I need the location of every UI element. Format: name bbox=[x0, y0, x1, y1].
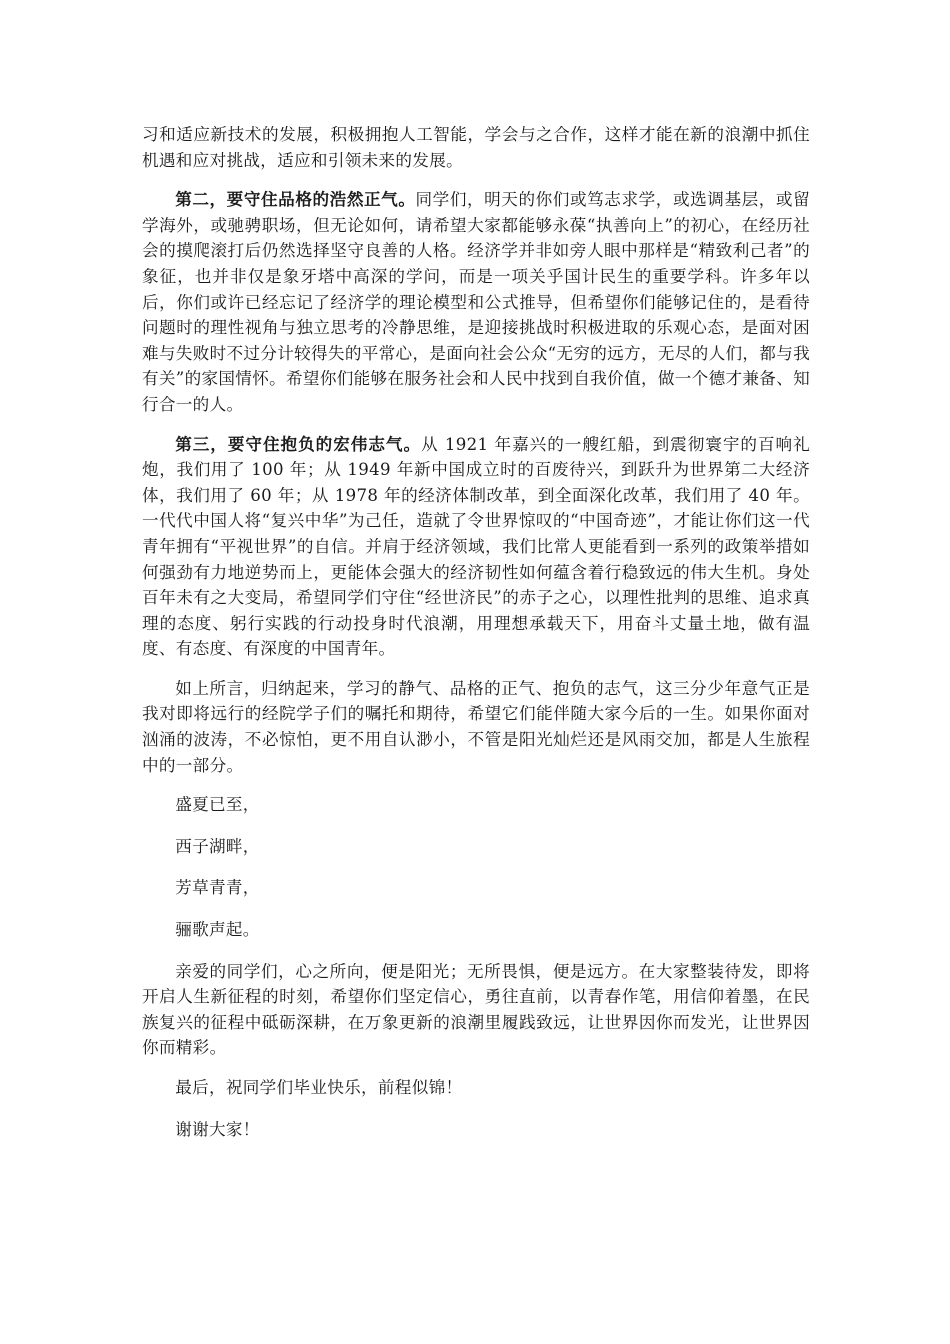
paragraph-text: 西子湖畔， bbox=[175, 836, 260, 856]
paragraph-thanks bbox=[142, 1117, 810, 1143]
paragraph-text: 亲爱的同学们，心之所向，便是阳光；无所畏惧，便是远方。在大家整装待发，即将开启人生新征程的时刻，希望你们坚定信心，勇往直前，以青春作笔，用信仰着墨，在民族复兴的征程中砥砺深耕，在万象更新的浪潮里履践致远，让世界因你而发光，让世界因你而精彩。 bbox=[142, 961, 810, 1058]
paragraph-text: 谢谢大家！ bbox=[175, 1119, 260, 1139]
paragraph-text: 最后，祝同学们毕业快乐，前程似锦！ bbox=[175, 1078, 463, 1097]
paragraph-closing bbox=[142, 959, 810, 1061]
paragraph-text: 如上所言，归纳起来，学习的静气、品格的正气、抱负的志气，这三分少年意气正是我对即将远行的经院学子们的嘱托和期待，希望它们能伴随大家今后的一生。如果你面对汹涌的波涛，不必惊怕，更不用自认渺小，不管是阳光灿烂还是风雨交加，都是人生旅程中的一部分。 bbox=[142, 678, 810, 775]
paragraph-text: 骊歌声起。 bbox=[175, 920, 260, 940]
document-page bbox=[142, 122, 810, 1158]
paragraph-text: 同学们，明天的你们或笃志求学，或选调基层，或留学海外，或驰骋职场，但无论如何，请希望大家都能够永葆“执善向上”的初心，在经历社会的摸爬滚打后仍然选择坚守良善的人格。经济学并非如旁人眼中那样是“精致利己者”的象征，也并非仅是象牙塔中高深的学问，而是一项关乎国计民生的重要学科。许多年以后，你们或许已经忘记了经济学的理论模型和公式推导，但希望你们能够记住的，是看待问题时的理性视角与独立思考的冷静思维，是迎接挑战时积极进取的乐观心态，是面对困难与失败时不过分计较得失的平常心，是面向社会公众“无穷的远方，无尽的人们，都与我有关”的家国情怀。希望你们能够在服务社会和人民中找到自我价值，做一个德才兼备、知行合一的人。 bbox=[142, 190, 810, 414]
paragraph-text: 从 1921 年嘉兴的一艘红船，到震彻寰宇的百响礼炮，我们用了 100 年；从 1949 年新中国成立时的百废待兴，到跃升为世界第二大经济体，我们用了 60 年；从 1978 年的经济体制改革，到全面深化改革，我们用了 40 年。一代代中国人将“复兴中华”为己任，造就了令世界惊叹的“中国奇迹”，才能让你们这一代青年拥有“平视世界”的自信。并肩于经济领域，我们比常人更能看到一系列的政策举措如何强劲有力地逆势而上，更能体会强大的经济韧性如何蕴含着行稳致远的伟大生机。身处百年未有之大变局，希望同学们守住“经世济民”的赤子之心，以理性批判的思维、追求真理的态度、躬行实践的行动投身时代浪潮，用理想承载天下，用奋斗丈量土地，做有温度、有态度、有深度的中国青年。 bbox=[142, 434, 810, 659]
paragraph-heading: 第二，要守住品格的浩然正气。 bbox=[175, 189, 416, 210]
poem-line bbox=[142, 917, 810, 943]
paragraph-text: 盛夏已至， bbox=[175, 795, 260, 815]
paragraph-third-point bbox=[142, 432, 810, 662]
paragraph-heading: 第三，要守住抱负的宏伟志气。 bbox=[175, 433, 422, 454]
poem-line bbox=[142, 834, 810, 860]
paragraph-summary bbox=[142, 676, 810, 778]
paragraph-text: 习和适应新技术的发展，积极拥抱人工智能，学会与之合作，这样才能在新的浪潮中抓住机遇和应对挑战，适应和引领未来的发展。 bbox=[142, 125, 810, 170]
paragraph-wishes bbox=[142, 1075, 810, 1101]
poem-line bbox=[142, 875, 810, 901]
paragraph-continuation bbox=[142, 122, 810, 173]
poem-line bbox=[142, 792, 810, 818]
paragraph-second-point bbox=[142, 187, 810, 417]
paragraph-text: 芳草青青， bbox=[175, 878, 260, 898]
